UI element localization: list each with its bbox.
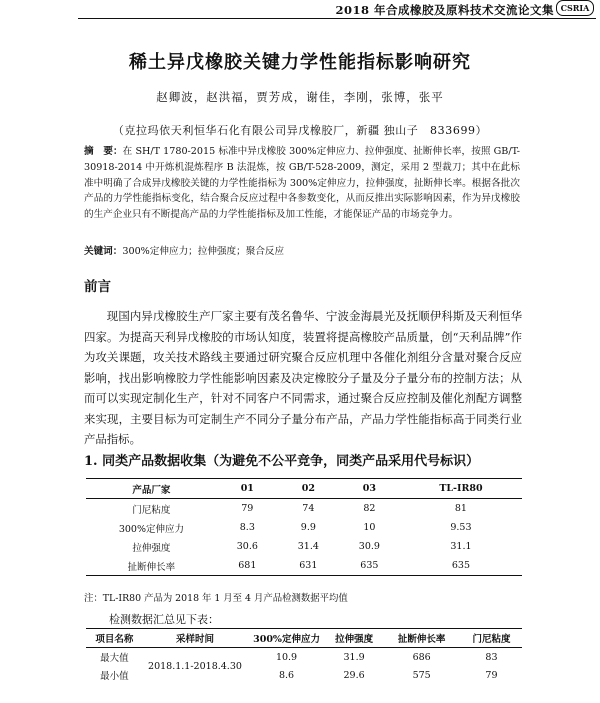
running-header: 2018 年合成橡胶及原料技术交流论文集: [335, 3, 554, 17]
competitor-data-table: [86, 478, 522, 576]
table-cell: 575: [412, 669, 431, 681]
table-cell: 81: [454, 503, 467, 514]
table-row: [86, 556, 522, 576]
table-header-cell: 门尼粘度: [461, 629, 522, 648]
table-row: [86, 499, 522, 519]
table-cell: 最小值: [100, 671, 129, 682]
table-note: 注：TL-IR80 产品为 2018 年 1 月至 4 月产品检测数据平均值: [84, 593, 348, 604]
table-header-row: [86, 479, 522, 499]
summary-intro: 检测数据汇总见下表：: [109, 613, 219, 626]
section-heading-1: 1. 同类产品数据收集（为避免不公平竞争，同类产品采用代号标识）: [84, 454, 480, 469]
table-cell: 9.53: [450, 522, 472, 533]
table-header-cell: 02: [278, 479, 339, 499]
intro-paragraph: 现国内异戊橡胶生产厂家主要有茂名鲁华、宁波金海晨光及抚顺伊科斯及天利恒华四家。为提高天利异戊橡胶的市场认知度，装置将提高橡胶产品质量，创“天利品牌”作为攻关课题，攻关技术路线主要通过研究聚合反应机理中各催化剂组分含量对聚合反应影响，找出影响橡胶力学性能影响因素及决定橡胶分子量及分子量分布的控制方法；从而可以实现定制化生产，针对不同客户不同需求，通过聚合反应控制及催化剂配方调整来实现，主要目标为可定制生产不同分子量分布产品，产品力学性能指标高于同类行业产品指标。: [84, 309, 522, 446]
table-cell: 31.9: [343, 651, 365, 663]
table-cell: 8.6: [278, 669, 295, 681]
table-header-cell: 03: [339, 479, 400, 499]
table-cell: 82: [363, 503, 376, 514]
table-header-cell: 300%定伸应力: [247, 629, 325, 648]
abstract: [84, 144, 520, 223]
table-header-cell: 扯断伸长率: [382, 629, 460, 648]
summary-data-table: [86, 628, 522, 684]
table-header-row: [86, 629, 522, 648]
table-cell: 83: [485, 651, 498, 663]
table-header-cell: TL-IR80: [400, 479, 522, 499]
table-cell: 30.9: [358, 541, 380, 552]
table-row: [86, 518, 522, 537]
table-cell: 扯断伸长率: [127, 561, 176, 573]
table-row: [86, 537, 522, 556]
table-header-cell: 采样时间: [143, 629, 248, 648]
abstract-label: 摘 要：: [84, 146, 123, 157]
abstract-text: 在 SH/T 1780-2015 标准中异戊橡胶 300%定伸应力、拉伸强度、扯断伸长率，按照 GB/T-30918-2014 中开炼机混炼程序 B 法混炼，按 GB/T-528-2009，测定，采用 2 型裁刀；其中在此标准中明确了合成异戊橡胶关键的力学性能指标为 300%定伸应力，拉伸强度，扯断伸长率。根据各批次产品的力学性能指标变化，结合聚合反应过程中各参数变化，从而反推出实际影响因素，作为异戊橡胶的生产企业只有不断提高产品的力学性能指标及加工性能，才能保证产品的市场竞争力。: [84, 146, 520, 221]
sampling-time-cell: 2018.1.1-2018.4.30: [148, 660, 242, 672]
header-rule: [78, 18, 596, 19]
table-header-cell: 01: [217, 479, 278, 499]
table-cell: 10: [363, 522, 376, 533]
table-cell: 635: [360, 560, 379, 571]
intro-body: [84, 306, 522, 450]
table-header-cell: 项目名称: [86, 629, 143, 648]
table-cell: 631: [299, 560, 318, 571]
keywords-label: 关键词：: [84, 246, 123, 257]
table-header-cell: 产品厂家: [86, 479, 217, 499]
table-cell: 635: [451, 560, 471, 571]
table-cell: 30.6: [236, 541, 258, 552]
table-cell: 74: [302, 503, 315, 514]
table-cell: 79: [485, 669, 498, 681]
table-cell: 拉伸强度: [132, 542, 171, 554]
table-cell: 300%定伸应力: [118, 523, 184, 535]
publisher-logo-icon: CSRIA: [556, 0, 594, 16]
keywords-text: 300%定伸应力；拉伸强度；聚合反应: [122, 246, 285, 257]
table-cell: 8.3: [239, 522, 255, 533]
table-cell: 9.9: [300, 522, 316, 533]
paper-title: 稀土异戊橡胶关键力学性能指标影响研究: [129, 52, 471, 73]
table-cell: 681: [238, 560, 257, 571]
table-header-cell: 拉伸强度: [326, 629, 383, 648]
table-row: [86, 648, 522, 667]
affiliation: （克拉玛依天利恒华石化有限公司异戊橡胶厂，新疆 独山子 833699）: [112, 124, 488, 137]
table-cell: 686: [412, 651, 431, 663]
table-cell: 最大值: [100, 653, 129, 664]
author-list: 赵卿波，赵洪福，贾芳成，谢佳，李刚，张博，张平: [156, 90, 444, 104]
table-cell: 门尼粘度: [132, 504, 171, 516]
table-cell: 29.6: [343, 669, 365, 681]
table-cell: 79: [241, 503, 254, 514]
keywords: [84, 243, 520, 257]
section-heading-intro: 前言: [84, 279, 111, 295]
table-cell: 10.9: [275, 651, 298, 663]
table-cell: 31.4: [297, 541, 319, 552]
table-cell: 31.1: [450, 541, 472, 552]
